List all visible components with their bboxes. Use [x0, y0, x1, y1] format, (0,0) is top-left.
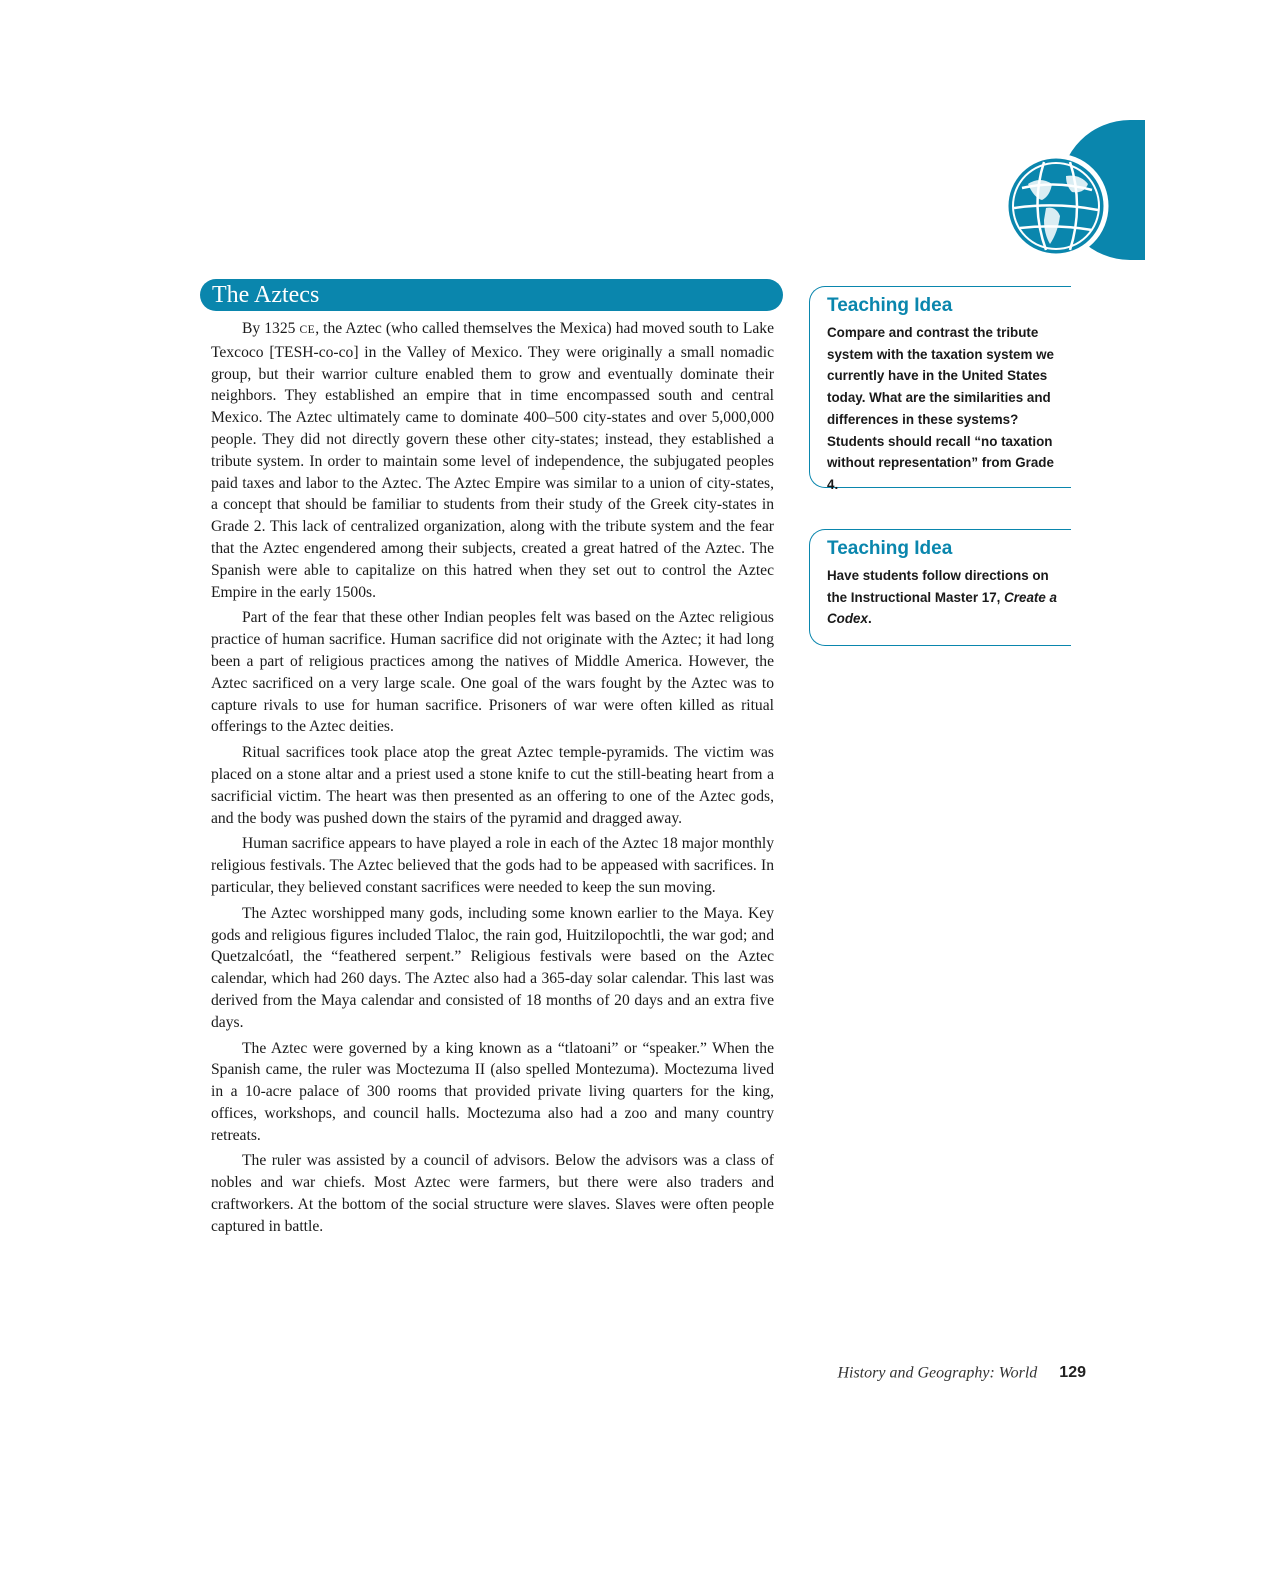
era-abbreviation: CE: [299, 324, 316, 336]
page-number: 129: [1059, 1364, 1086, 1382]
article-body: [211, 318, 774, 1242]
footer-book-title: History and Geography: World: [837, 1364, 1038, 1382]
page-footer: [700, 1364, 1086, 1388]
globe-icon: [1000, 150, 1112, 262]
section-title-bar: [200, 279, 783, 311]
paragraph: Part of the fear that these other Indian peoples felt was based on the Aztec religious practice of human sacrifice. Human sacrifice did not originate with the Aztec; it had long been a part of religious practices among the natives of Middle America. However, the Aztec sacrificed on a very large scale. One goal of the wars fought by the Aztec was to capture rivals to use for human sacrifice. Prisoners of war were often killed as ritual offerings to the Aztec deities.: [211, 609, 774, 736]
instructional-master-title: Create a Codex: [827, 589, 1057, 627]
paragraph: Human sacrifice appears to have played a role in each of the Aztec 18 major monthly religious festivals. The Aztec believed that the gods had to be appeased with sacrifices. In particular, they believed constant sacrifices were needed to keep the sun moving.: [211, 835, 774, 896]
teaching-idea-text: Compare and contrast the tribute system with the taxation system we currently have in the United States today. What are the similarities and differences in these systems? Students should recall “no taxation without representation” from Grade 4.: [827, 325, 1054, 492]
paragraph: Ritual sacrifices took place atop the great Aztec temple-pyramids. The victim was placed on a stone altar and a priest used a stone knife to cut the still-beating heart from a sacrificial victim. The heart was then presented as an offering to one of the Aztec gods, and the body was pushed down the stairs of the pyramid and dragged away.: [211, 744, 774, 827]
section-title: The Aztecs: [212, 282, 320, 308]
paragraph: The Aztec were governed by a king known as a “tlatoani” or “speaker.” When the Spanish came, the ruler was Moctezuma II (also spelled Montezuma). Moctezuma lived in a 10-acre palace of 300 rooms that provided private living quarters for the king, offices, workshops, and council halls. Moctezuma also had a zoo and many country retreats.: [211, 1039, 774, 1144]
paragraph: By 1325 CE, the Aztec (who called themselves the Mexica) had moved south to Lake Texcoco [TESH-co-co] in the Valley of Mexico. They were originally a small nomadic group, but their warrior culture enabled them to grow and eventually dominate their neighbors. They established an empire that in time encompassed south and central Mexico. The Aztec ultimately came to dominate 400–500 city-states and over 5,000,000 people. They did not directly govern these other city-states; instead, they established a tribute system. In order to maintain some level of independence, the subjugated peoples paid taxes and labor to the Aztec. The Aztec Empire was similar to a union of city-states, a concept that should be familiar to students from their study of the Greek city-states in Grade 2. This lack of centralized organization, along with the tribute system and the fear that the Aztec engendered among their subjects, created a great hatred of the Aztec. The Spanish were able to capitalize on this hatred when they set out to control the Aztec Empire in the early 1500s.: [211, 320, 774, 601]
teaching-idea-box: [809, 529, 1071, 646]
teaching-idea-heading: Teaching Idea: [827, 295, 953, 316]
paragraph: The Aztec worshipped many gods, including some known earlier to the Maya. Key gods and religious figures included Tlaloc, the rain god, Huitzilopochtli, the war god; and Quetzalcóatl, the “feathered serpent.” Religious festivals were based on the Aztec calendar, which had 260 days. The Aztec also had a 365-day solar calendar. This last was derived from the Maya calendar and consisted of 18 months of 20 days and an extra five days.: [211, 904, 774, 1031]
paragraph: The ruler was assisted by a council of advisors. Below the advisors was a class of nobles and war chiefs. Most Aztec were farmers, but there were also traders and craftworkers. At the bottom of the social structure were slaves. Slaves were often people captured in battle.: [211, 1152, 774, 1235]
teaching-idea-box: [809, 286, 1071, 492]
teaching-idea-text: Have students follow directions on the Instructional Master 17, Create a Codex.: [827, 568, 1057, 627]
teaching-idea-heading: Teaching Idea: [827, 538, 953, 559]
